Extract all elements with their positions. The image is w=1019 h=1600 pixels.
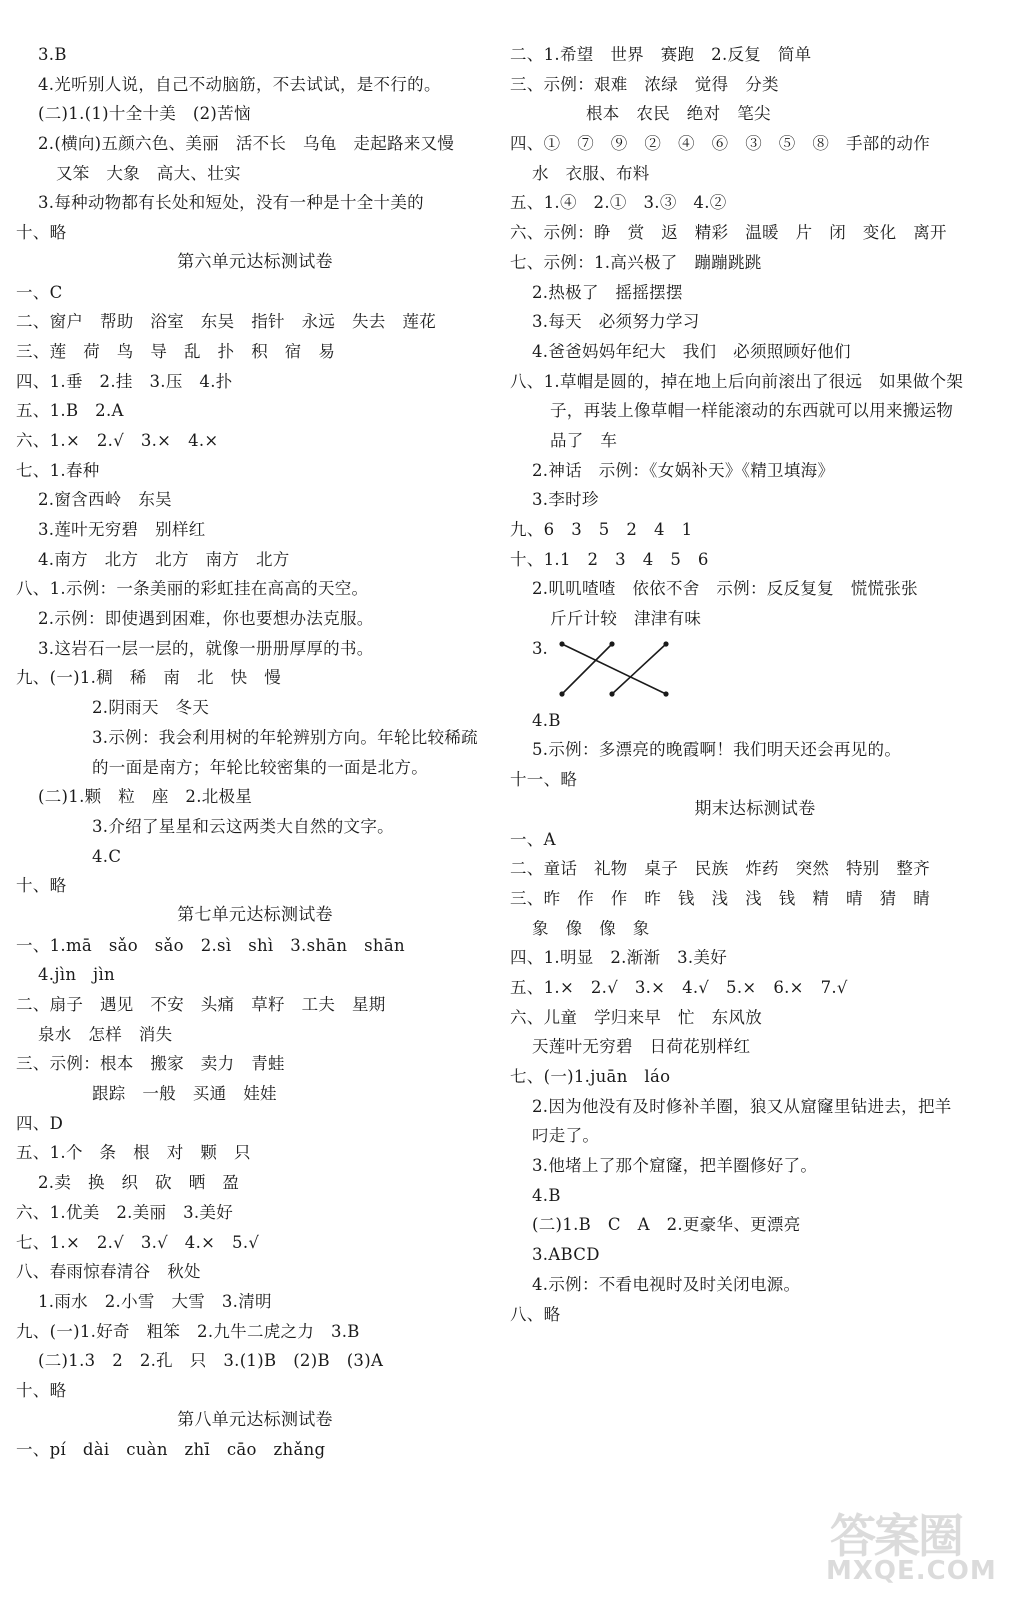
answer-line: 五、1.B 2.A [16, 401, 124, 421]
answer-line: 三、莲 荷 鸟 导 乱 扑 积 宿 易 [16, 341, 336, 361]
answer-line: 斤斤计较 津津有味 [550, 609, 702, 629]
answer-line: 3.李时珍 [532, 490, 599, 510]
answer-line: 2.神话 示例：《女娲补天》《精卫填海》 [532, 460, 835, 480]
answer-line: 4.示例：不看电视时及时关闭电源。 [532, 1274, 801, 1294]
answer-line: 二、1.希望 世界 赛跑 2.反复 简单 [510, 45, 812, 64]
answer-line: 叼走了。 [532, 1126, 600, 1146]
answer-line: 根本 农民 绝对 笔尖 [586, 104, 771, 124]
answer-line: (二)1.颗 粒 座 2.北极星 [38, 787, 253, 807]
answer-line: 三、示例：根本 搬家 卖力 青蛙 [16, 1054, 285, 1074]
answer-line: 3.ABCD [532, 1245, 600, 1265]
answer-line: 4.jìn jìn [38, 965, 115, 985]
match-line-3 [612, 644, 666, 694]
answer-line: 四、1.垂 2.挂 3.压 4.扑 [16, 371, 233, 391]
answer-line: 二、童话 礼物 桌子 民族 炸药 突然 特别 整齐 [510, 859, 930, 879]
answer-line: 3.他堵上了那个窟窿，把羊圈修好了。 [532, 1156, 818, 1176]
answer-line: 四、1.明显 2.渐渐 3.美好 [510, 948, 728, 968]
answer-line: 2.叽叽喳喳 依依不舍 示例：反反复复 慌慌张张 [532, 579, 918, 599]
answer-line: 一、C [16, 282, 63, 302]
answer-line: 天莲叶无穷碧 日荷花别样红 [532, 1037, 751, 1057]
answer-line: 4.爸爸妈妈年纪大 我们 必须照顾好他们 [532, 341, 851, 361]
answer-block-upper [510, 40, 1000, 634]
answer-line: 十、略 [16, 1380, 67, 1400]
answer-line: 十一、略 [510, 770, 578, 790]
match-dot-top-1 [559, 641, 564, 646]
answer-line: 4.南方 北方 北方 南方 北方 [38, 549, 290, 569]
answer-line: 十、1.1 2 3 4 5 6 [510, 549, 709, 569]
answer-line: 跟踪 一般 买通 娃娃 [92, 1084, 277, 1104]
answer-line: 六、儿童 学归来早 忙 东风放 [510, 1007, 762, 1027]
answer-line: 六、1.优美 2.美丽 3.美好 [16, 1202, 234, 1222]
answer-line: 子，再装上像草帽一样能滚动的东西就可以用来搬运物 [550, 401, 954, 421]
answer-line: 的一面是南方；年轮比较密集的一面是北方。 [92, 757, 428, 777]
answer-line: 2.示例：即使遇到困难，你也要想办法克服。 [38, 609, 374, 629]
match-dot-bottom-3 [663, 691, 668, 696]
answer-line: 七、1.春种 [16, 460, 100, 480]
match-dot-top-2 [609, 641, 614, 646]
answer-line: 五、1.个 条 根 对 颗 只 [16, 1143, 251, 1163]
answer-line: 七、1.× 2.√ 3.√ 4.× 5.√ [16, 1232, 260, 1252]
matching-diagram-label: 3. [532, 638, 548, 658]
answer-line: 一、A [510, 829, 556, 849]
answer-line: 3.介绍了星星和云这两类大自然的文字。 [92, 816, 394, 836]
answer-line: 2.阴雨天 冬天 [92, 698, 210, 718]
answer-line: 二、扇子 遇见 不安 头痛 草籽 工夫 星期 [16, 995, 386, 1014]
matching-diagram [510, 634, 1000, 706]
answer-line: 1.雨水 2.小雪 大雪 3.清明 [38, 1291, 272, 1311]
matching-lines-figure [554, 638, 694, 702]
answer-line: 七、示例：1.高兴极了 蹦蹦跳跳 [510, 252, 762, 272]
watermark-cn-text: 答案圈 [830, 1509, 962, 1563]
answer-line: 3.这岩石一层一层的，就像一册册厚厚的书。 [38, 638, 374, 658]
answer-line: 品了 车 [550, 430, 618, 450]
match-line-2 [562, 644, 612, 694]
section-title: 期末达标测试卷 [694, 798, 816, 819]
answer-line: 八、1.草帽是圆的，掉在地上后向前滚出了很远 如果做个架 [510, 371, 964, 391]
answer-line: 4.光听别人说，自己不动脑筋，不去试试，是不行的。 [38, 74, 441, 94]
answer-line: 八、1.示例：一条美丽的彩虹挂在高高的天空。 [16, 579, 369, 599]
match-dot-top-3 [663, 641, 668, 646]
answer-line: 4.B [532, 710, 561, 730]
answer-line: (二)1.3 2 2.孔 只 3.(1)B (2)B (3)A [38, 1351, 384, 1371]
answer-line: 又笨 大象 高大、壮实 [56, 163, 241, 183]
answer-line: 五、1.④ 2.① 3.③ 4.② [510, 193, 727, 213]
answer-line: 2.因为他没有及时修补羊圈，狼又从窟窿里钻进去，把羊 [532, 1096, 952, 1116]
answer-line: 十、略 [16, 223, 67, 243]
answer-line: 九、(一)1.稠 稀 南 北 快 慢 [16, 668, 282, 688]
answer-line: 4.B [532, 1185, 561, 1205]
answer-line: 九、(一)1.好奇 粗笨 2.九牛二虎之力 3.B [16, 1321, 360, 1341]
answer-line: 5.示例：多漂亮的晚霞啊！我们明天还会再见的。 [532, 740, 902, 760]
answer-line: 水 衣服、布料 [532, 163, 650, 183]
answer-line: 八、略 [510, 1304, 561, 1324]
answer-line: 二、窗户 帮助 浴室 东吴 指针 永远 失去 莲花 [16, 312, 436, 332]
answer-line: 象 像 像 象 [532, 918, 650, 938]
answer-line: 2.热极了 摇摇摆摆 [532, 282, 683, 302]
section-title: 第八单元达标测试卷 [177, 1409, 333, 1430]
answer-line: 2.(横向)五颜六色、美丽 活不长 乌龟 走起路来又慢 [38, 134, 455, 154]
match-line-1 [562, 644, 666, 694]
match-dot-bottom-2 [609, 691, 614, 696]
answer-line: 四、D [16, 1113, 64, 1133]
answer-line: 3.示例：我会利用树的年轮辨别方向。年轮比较稀疏 [92, 727, 478, 747]
answer-line: 2.卖 换 织 砍 晒 盈 [38, 1173, 240, 1193]
answer-line: 六、示例：睁 赏 返 精彩 温暖 片 闭 变化 离开 [510, 223, 947, 243]
answer-line: 七、(一)1.juān láo [510, 1067, 671, 1086]
answer-column-left [16, 40, 494, 1465]
answer-line: (二)1.(1)十全十美 (2)苦恼 [38, 104, 251, 124]
answer-line: 三、昨 作 作 昨 钱 浅 浅 钱 精 晴 猜 睛 [510, 888, 930, 908]
answer-line: 泉水 怎样 消失 [38, 1024, 173, 1044]
section-title: 第六单元达标测试卷 [177, 251, 333, 272]
watermark-en-text: MXQE.COM [826, 1556, 997, 1586]
answer-line: 3.每种动物都有长处和短处，没有一种是十全十美的 [38, 193, 424, 213]
answer-line: 四、① ⑦ ⑨ ② ④ ⑥ ③ ⑤ ⑧ 手部的动作 [510, 134, 930, 154]
section-title: 第七单元达标测试卷 [177, 904, 333, 925]
answer-line: 2.窗含西岭 东吴 [38, 490, 172, 510]
answer-line: 一、pí dài cuàn zhī cāo zhǎng [16, 1440, 326, 1460]
answer-line: 一、1.mā sǎo sǎo 2.sì shì 3.shān shān [16, 935, 405, 955]
answer-column-right [510, 40, 1000, 1329]
answer-line: (二)1.B C A 2.更豪华、更漂亮 [532, 1215, 801, 1235]
answer-line: 十、略 [16, 876, 67, 896]
answer-line: 3.莲叶无穷碧 别样红 [38, 520, 206, 539]
answer-line: 3.B [38, 45, 67, 64]
answer-line: 五、1.× 2.√ 3.× 4.√ 5.× 6.× 7.√ [510, 977, 848, 997]
answer-line: 三、示例：艰难 浓绿 觉得 分类 [510, 74, 779, 94]
answer-line: 3.每天 必须努力学习 [532, 312, 700, 332]
watermark-logo [812, 1500, 1002, 1590]
answer-line: 4.C [92, 846, 122, 866]
answer-block-lower [510, 706, 1000, 1329]
answer-line: 八、春雨惊春清谷 秋处 [16, 1262, 201, 1282]
match-dot-bottom-1 [559, 691, 564, 696]
answer-line: 六、1.× 2.√ 3.× 4.× [16, 430, 219, 450]
answer-line: 九、6 3 5 2 4 1 [510, 520, 693, 539]
